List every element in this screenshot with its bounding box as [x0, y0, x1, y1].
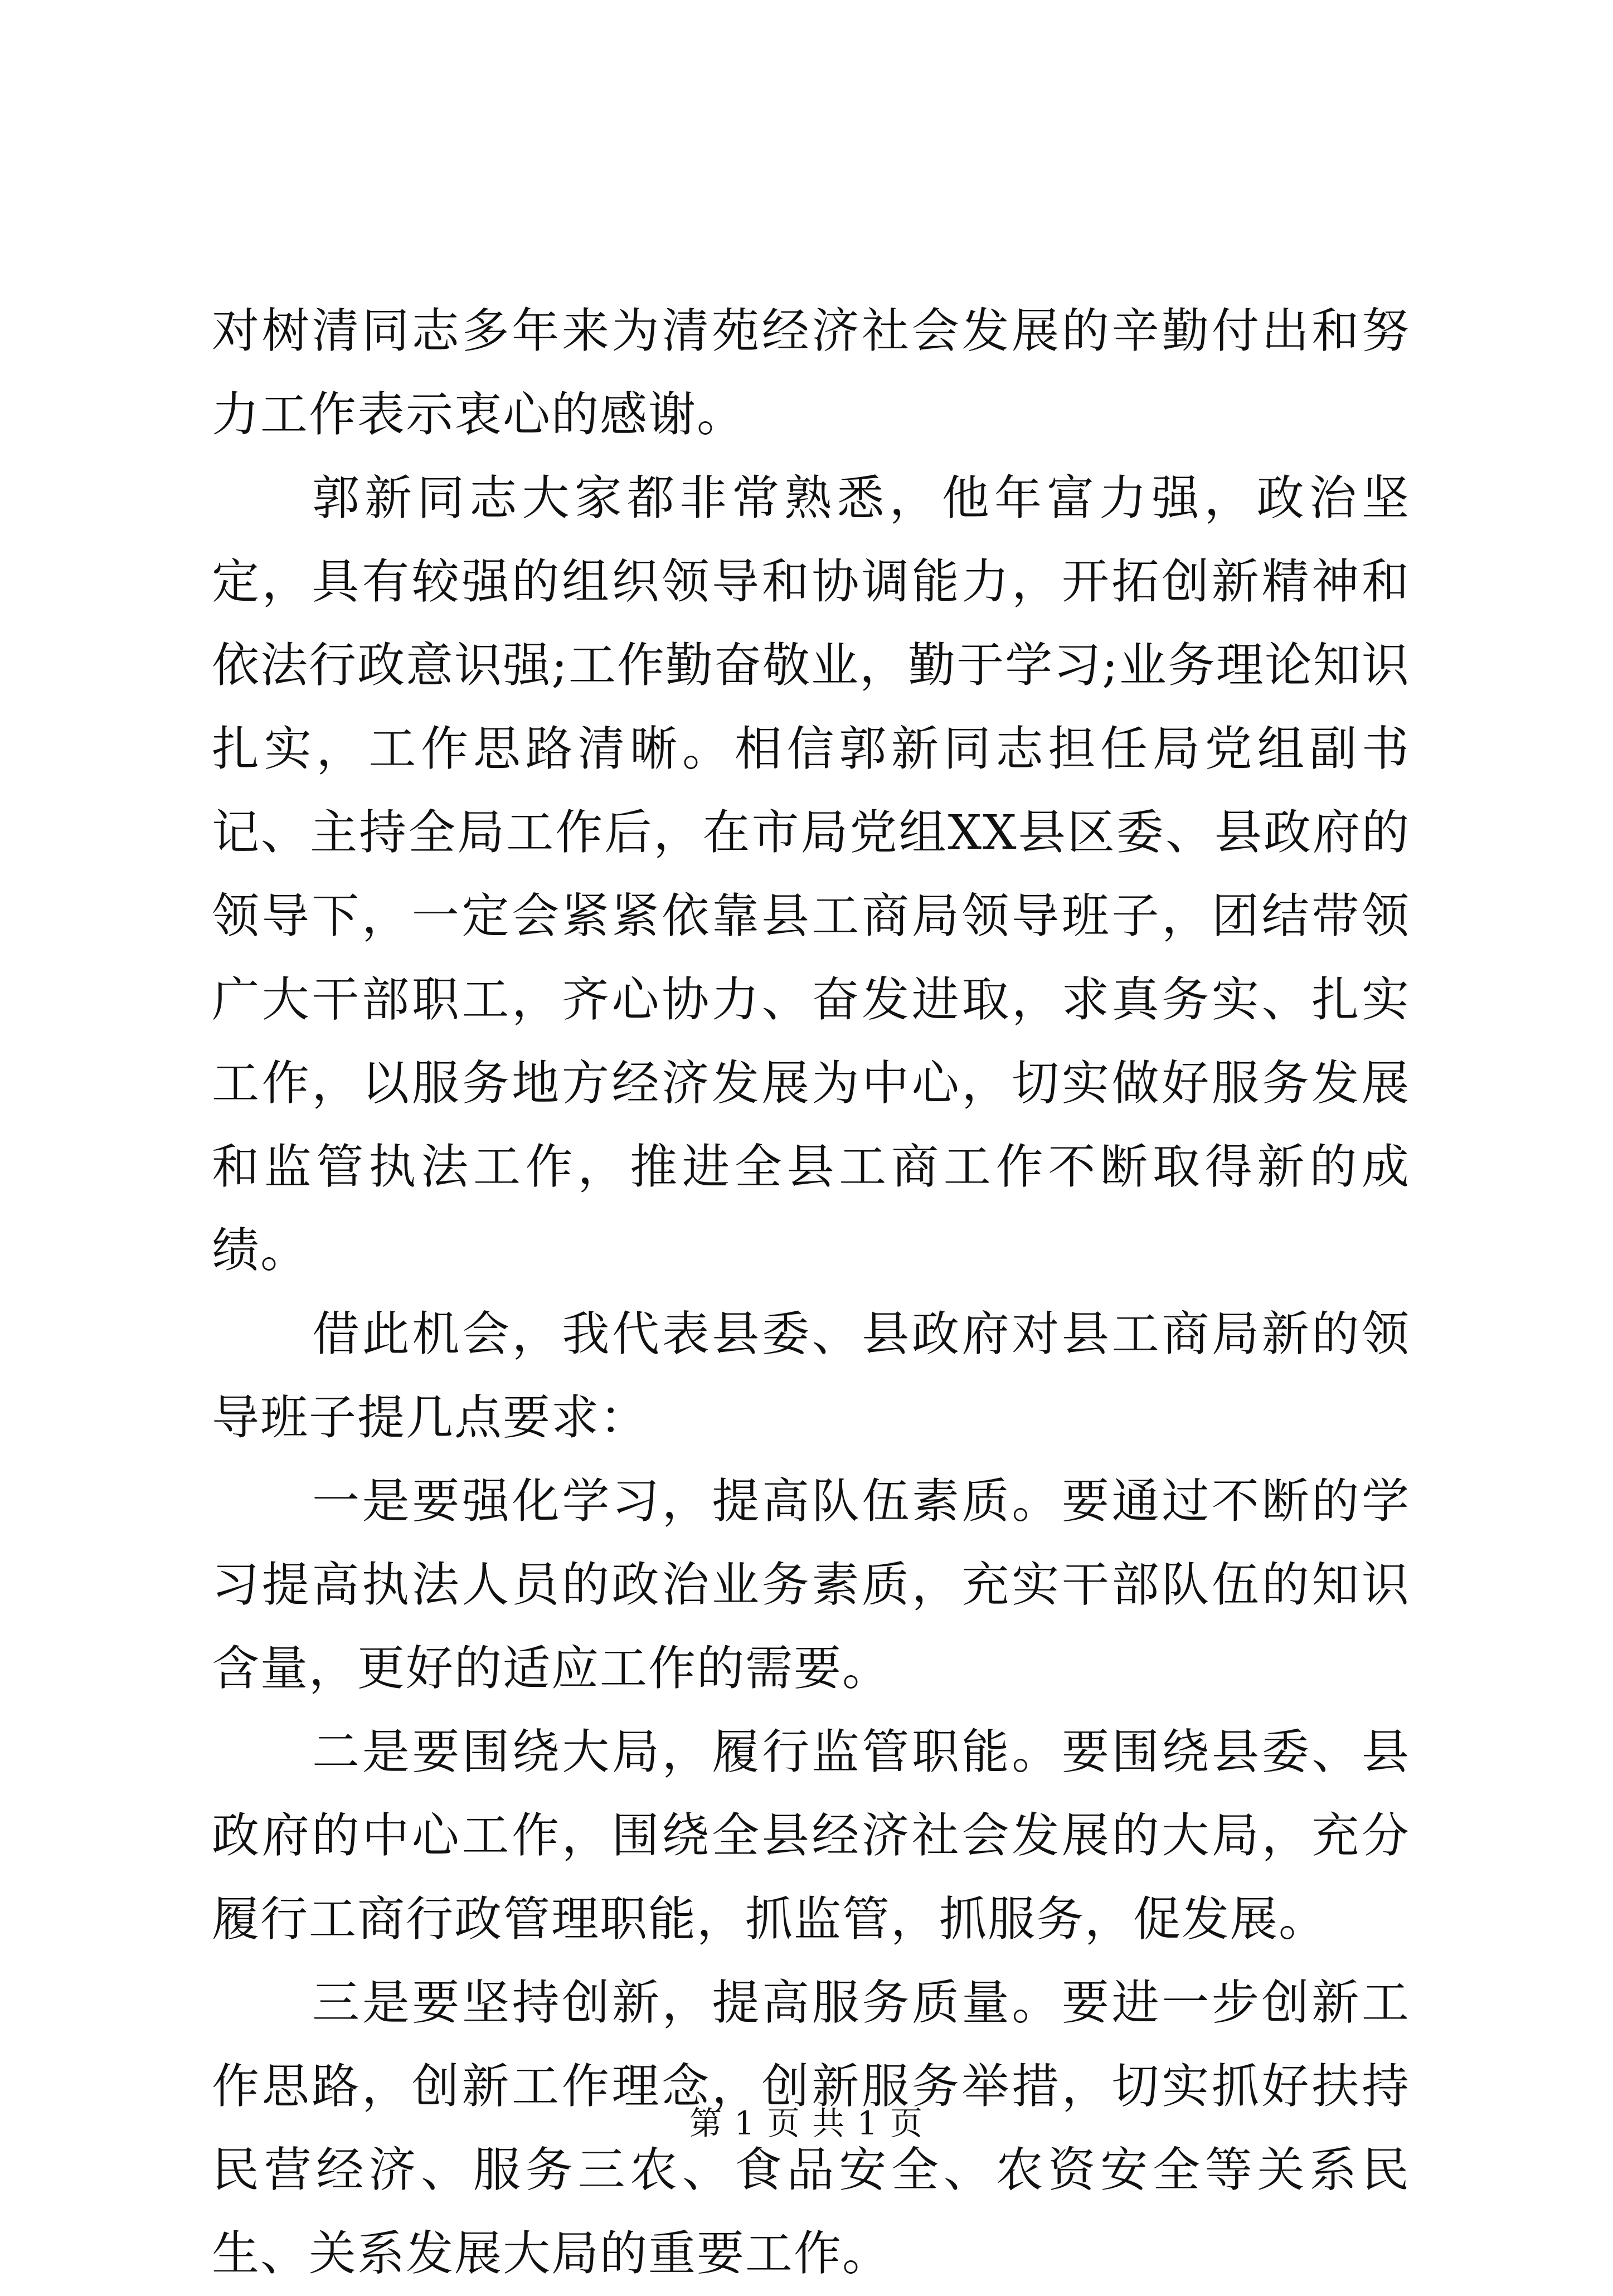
- paragraph-requirements-intro: 借此机会，我代表县委、县政府对县工商局新的领导班子提几点要求：: [212, 1307, 1410, 1446]
- paragraph-requirement-1: 一是要强化学习，提高队伍素质。要通过不断的学习提高执法人员的政治业务素质，充实干部队伍的知识含量，更好的适应工作的需要。: [212, 1474, 1410, 1696]
- page-footer: 第 1 页 共 1 页: [689, 2104, 924, 2142]
- paragraph-requirement-3: 三是要坚持创新，提高服务质量。要进一步创新工作思路，创新工作理念，创新服务举措，切实抓好扶持民营经济、服务三农、食品安全、农资安全等关系民生、关系发展大局的重要工作。: [212, 1976, 1410, 2282]
- paragraph-guo-xin-intro: 郭新同志大家都非常熟悉，他年富力强，政治坚定，具有较强的组织领导和协调能力，开拓创新精神和依法行政意识强;工作勤奋敬业，勤于学习;业务理论知识扎实，工作思路清晰。相信郭新同志担任局党组副书记、主持全局工作后，在市局党组XX县区委、县政府的领导下，一定会紧紧依靠县工商局领导班子，团结带领广大干部职工，齐心协力、奋发进取，求真务实、扎实工作，以服务地方经济发展为中心，切实做好服务发展和监管执法工作，推进全县工商工作不断取得新的成绩。: [212, 471, 1410, 1278]
- paragraph-continuation: 对树清同志多年来为清苑经济社会发展的辛勤付出和努力工作表示衷心的感谢。: [212, 304, 1410, 442]
- document-body: [212, 290, 1410, 2296]
- paragraph-requirement-2: 二是要围绕大局，履行监管职能。要围绕县委、县政府的中心工作，围绕全县经济社会发展的大局，充分履行工商行政管理职能，抓监管，抓服务，促发展。: [212, 1725, 1410, 1947]
